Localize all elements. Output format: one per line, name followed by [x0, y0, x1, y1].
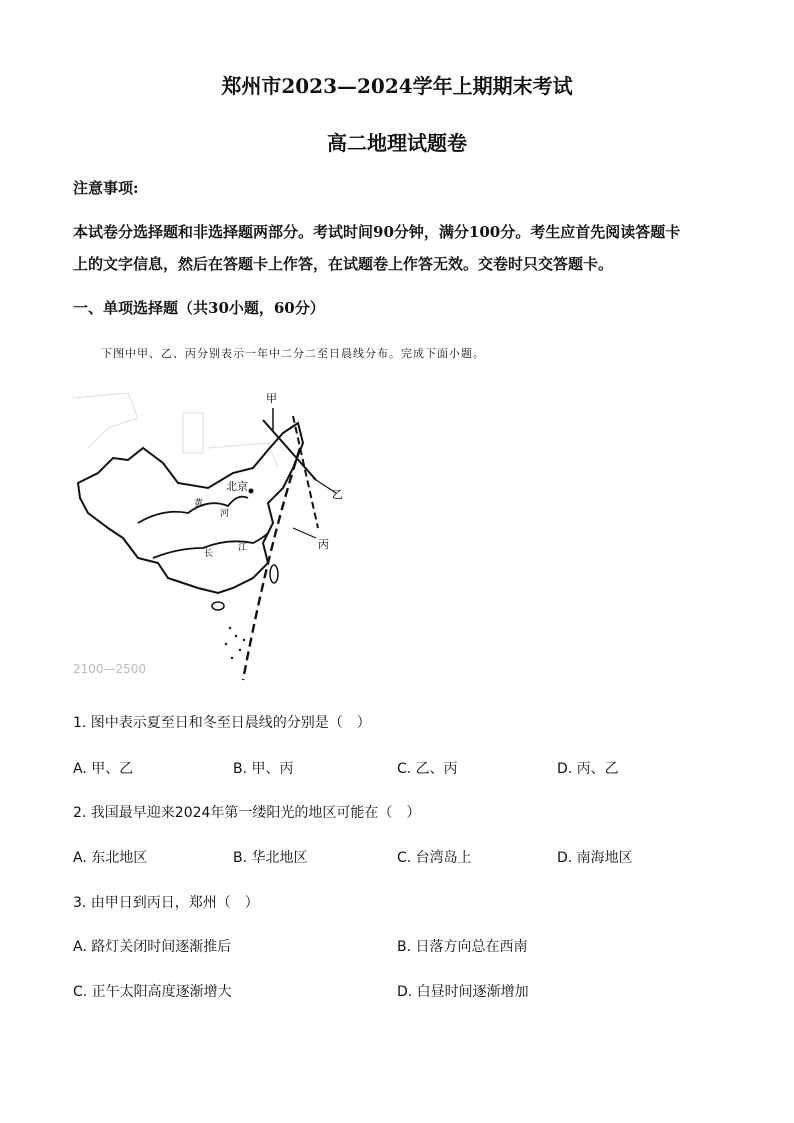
section-heading: 一、单项选择题（共30小题，60分） — [73, 299, 325, 317]
label-chang: 长 — [204, 549, 214, 559]
terminator-map-figure — [68, 388, 358, 683]
question-1-stem: 1. 图中表示夏至日和冬至日晨线的分别是（ ） — [73, 715, 371, 731]
question-3-option-a: A. 路灯关闭时间逐渐推后 — [73, 939, 232, 955]
question-2-stem: 2. 我国最早迎来2024年第一缕阳光的地区可能在（ ） — [73, 805, 421, 821]
label-jiang: 江 — [238, 543, 248, 553]
china-map-svg — [68, 388, 358, 683]
notice-heading: 注意事项: — [73, 179, 139, 197]
question-1-option-b: B. 甲、丙 — [233, 761, 294, 777]
label-beijing: 北京 — [226, 480, 248, 493]
exam-title: 郑州市2023—2024学年上期期末考试 — [221, 74, 573, 98]
line-bing-pointer — [293, 528, 316, 538]
taiwan-island — [270, 565, 278, 583]
question-1-option-a: A. 甲、乙 — [73, 761, 134, 777]
question-3-option-d: D. 白昼时间逐渐增加 — [397, 984, 529, 1000]
label-he: 河 — [220, 509, 230, 519]
notice-text — [73, 216, 733, 280]
china-outline — [78, 423, 303, 593]
question-3-option-c: C. 正午太阳高度逐渐增大 — [73, 984, 232, 1000]
watermark-box — [183, 413, 203, 453]
question-1-option-d: D. 丙、乙 — [557, 761, 619, 777]
question-3-stem: 3. 由甲日到丙日，郑州（ ） — [73, 895, 259, 911]
notice-line-1: 本试卷分选择题和非选择题两部分。考试时间90分钟，满分100分。考生应首先阅读答题卡 — [73, 223, 681, 241]
watermark-scribble — [208, 443, 278, 468]
question-1-option-c: C. 乙、丙 — [397, 761, 458, 777]
label-jia: 甲 — [266, 392, 277, 405]
exam-subtitle: 高二地理试题卷 — [327, 131, 467, 155]
watermark-code: 2100—2500 — [73, 662, 147, 676]
label-yi: 乙 — [332, 488, 343, 501]
question-2-option-a: A. 东北地区 — [73, 850, 148, 866]
section-intro: 下图中甲、乙、丙分别表示一年中二分二至日晨线分布。完成下面小题。 — [101, 347, 485, 360]
beijing-marker — [249, 489, 254, 494]
notice-line-2: 上的文字信息，然后在答题卡上作答，在试题卷上作答无效。交卷时只交答题卡。 — [73, 255, 614, 273]
hainan-island — [212, 602, 224, 610]
label-bing: 丙 — [318, 538, 329, 551]
line-yi — [293, 416, 318, 528]
label-huang: 黄 — [194, 499, 204, 509]
line-bing — [243, 448, 300, 680]
question-2-option-c: C. 台湾岛上 — [397, 850, 472, 866]
yellow-river — [138, 497, 248, 523]
watermark-scribble — [73, 393, 138, 448]
question-2-option-d: D. 南海地区 — [557, 850, 633, 866]
question-3-option-b: B. 日落方向总在西南 — [397, 939, 528, 955]
question-2-option-b: B. 华北地区 — [233, 850, 308, 866]
